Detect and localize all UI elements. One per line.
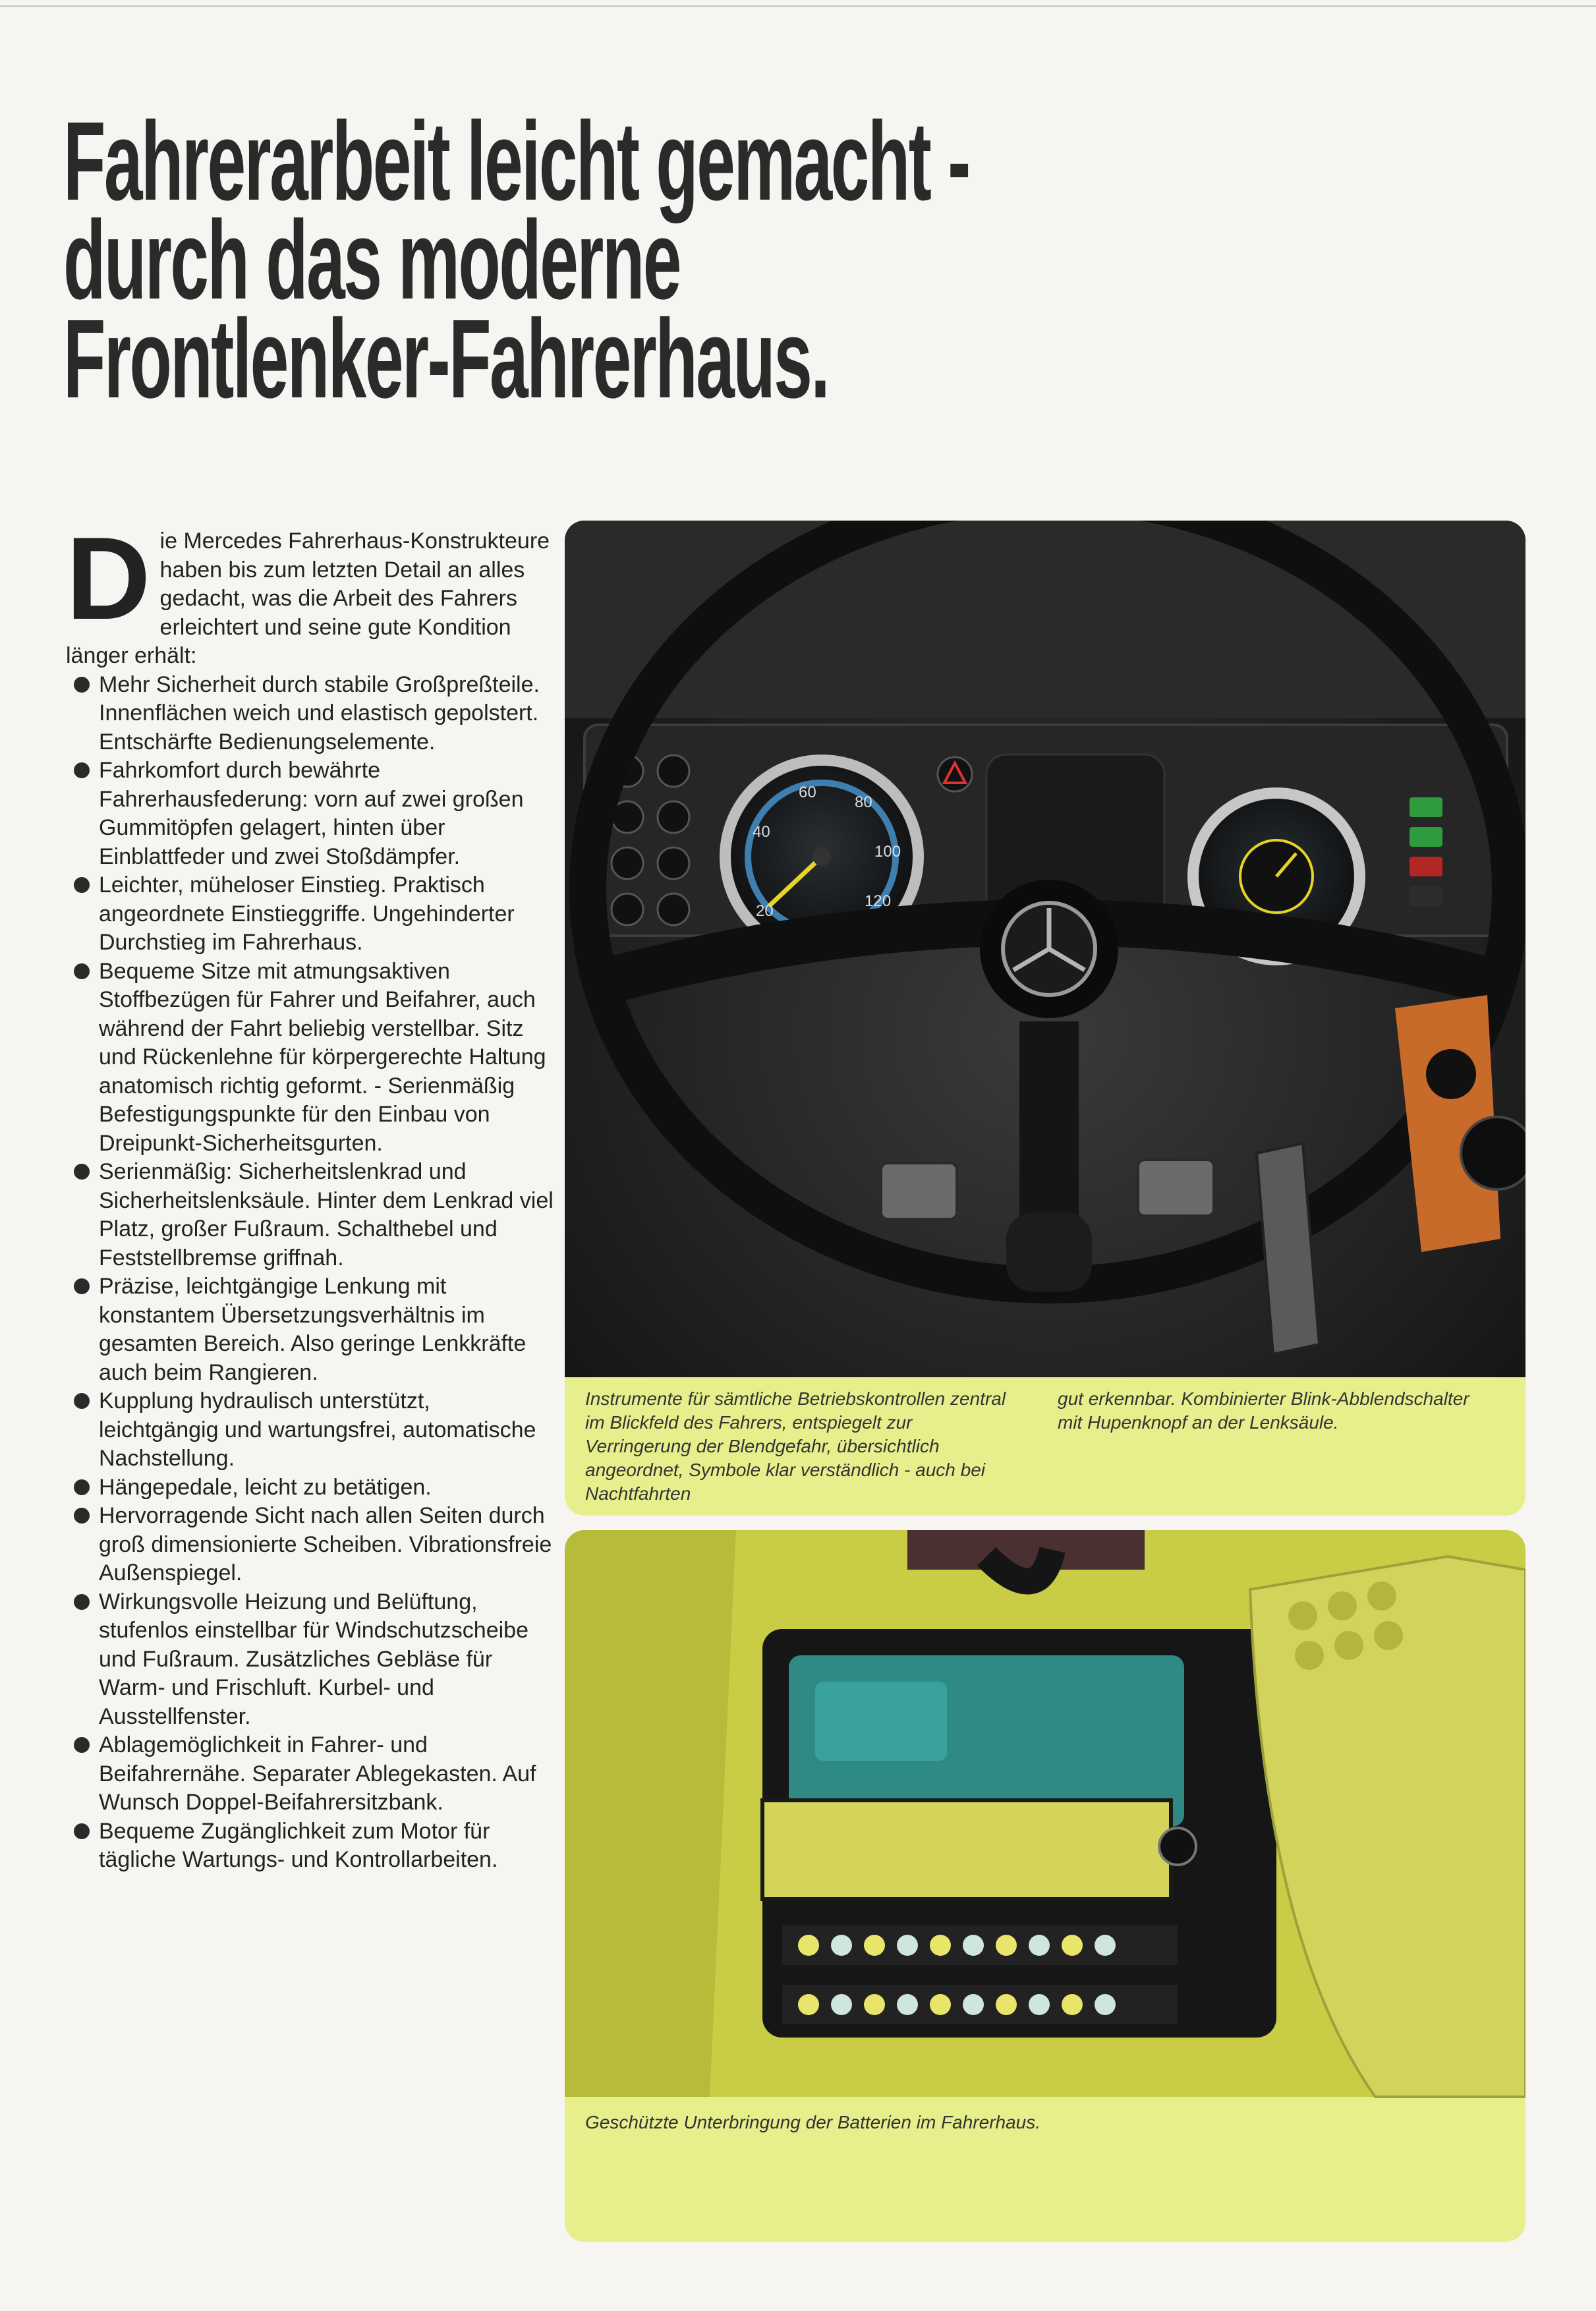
list-item: Fahrkomfort durch bewährte Fahrerhausfederung: vorn auf zwei großen Gummitöpfen gelagert, hinten über Einblattfeder und zwei Stoßdämpfer.: [66, 756, 554, 871]
combination-switch: [1461, 1117, 1525, 1189]
battery-cells-row-2: [782, 1985, 1178, 2024]
battery-cover-plate: [762, 1800, 1171, 1899]
list-item: Leichter, müheloser Einstieg. Praktisch angeordnete Einstieggriffe. Ungehinderter Durchstieg im Fahrerhaus.: [66, 871, 554, 957]
list-item: Kupplung hydraulisch unterstützt, leichtgängig und wartungsfrei, automatische Nachstellung.: [66, 1387, 554, 1473]
list-item: Bequeme Sitze mit atmungsaktiven Stoffbezügen für Fahrer und Beifahrer, auch während der Fahrt beliebig verstellbar. Sitz und Rückenlehne für körpergerechte Haltung anatomisch richtig geformt. - Serienmäßig Befestigungspunkte für den Einbau von Dreipunkt-Sicherheitsgurten.: [66, 957, 554, 1158]
top-rule: [0, 5, 1596, 7]
battery-illustration: [565, 1530, 1525, 2242]
light-switch-knob: [1426, 1049, 1476, 1099]
list-item: Ablagemöglichkeit in Fahrer- und Beifahrernähe. Separater Ablegekasten. Auf Wunsch Doppel-Beifahrersitzbank.: [66, 1731, 554, 1817]
filler-cap-icon: [1159, 1828, 1196, 1865]
speedo-tick-40: 40: [753, 823, 770, 841]
hazard-warning-icon: [938, 757, 972, 791]
speedo-tick-120: 120: [865, 892, 892, 910]
brake-pedal: [1138, 1160, 1214, 1216]
photo1-caption-left: Instrumente für sämtliche Betriebskontrollen zentral im Blickfeld des Fahrers, entspiegelt zur Verringerung der Blendgefahr, übersichtlich angeordnet, Symbole klar verständlich - auch bei Nachtfahrten: [585, 1388, 1006, 1504]
list-item: Wirkungsvolle Heizung und Belüftung, stufenlos einstellbar für Windschutzscheibe und Fußraum. Zusätzliches Gebläse für Warm- und Frischluft. Kurbel- und Ausstellfenster.: [66, 1588, 554, 1732]
gear-lever-boot: [1006, 1213, 1092, 1292]
clutch-pedal: [881, 1163, 957, 1219]
list-item: Hängepedale, leicht zu betätigen.: [66, 1473, 554, 1502]
page-title: [63, 99, 969, 422]
speedo-tick-100: 100: [874, 843, 901, 861]
list-item: Bequeme Zugänglichkeit zum Motor für tägliche Wartungs- und Kontrollarbeiten.: [66, 1817, 554, 1875]
speedo-tick-20: 20: [756, 902, 774, 920]
intro-text: ie Mercedes Fahrerhaus-Konstrukteure haben bis zum letzten Detail an alles gedacht, was die Arbeit des Fahrers erleichtert und seine gute Kondition länger erhält:: [66, 528, 550, 668]
list-item: Serienmäßig: Sicherheitslenkrad und Sicherheitslenksäule. Hinter dem Lenkrad viel Platz, großer Fußraum. Schalthebel und Feststellbremse griffnah.: [66, 1158, 554, 1272]
title-line-2: durch das moderne: [63, 198, 680, 323]
list-item: Hervorragende Sicht nach allen Seiten durch groß dimensionierte Scheiben. Vibrationsfreie Außenspiegel.: [66, 1502, 554, 1588]
battery-cells-row-1: [782, 1926, 1178, 1965]
photo1-caption-right: gut erkennbar. Kombinierter Blink-Abblendschalter mit Hupenknopf an der Lenksäule.: [1058, 1388, 1469, 1433]
left-wall: [565, 1530, 736, 2097]
speedo-tick-60: 60: [799, 784, 816, 801]
list-item: Mehr Sicherheit durch stabile Großpreßteile. Innenflächen weich und elastisch gepolstert. Entschärfte Bedienungselemente.: [66, 671, 554, 757]
drop-cap: D: [66, 513, 151, 644]
photo2-caption: Geschützte Unterbringung der Batterien im Fahrerhaus.: [585, 2112, 1041, 2132]
odometer-readout: 90925: [795, 930, 843, 948]
intro-paragraph: [66, 513, 554, 671]
battery-compartment-photo: [565, 1530, 1525, 2242]
engine-cover: [815, 1682, 947, 1761]
title-line-1: Fahrerarbeit leicht gemacht -: [63, 99, 969, 224]
list-item: Präzise, leichtgängige Lenkung mit konstantem Übersetzungsverhältnis im gesamten Bereich. Also geringe Lenkkräfte auch beim Rangieren.: [66, 1272, 554, 1387]
seat-edge: [907, 1530, 1145, 1570]
dashboard-photo: [565, 521, 1525, 1516]
dashboard-illustration: [565, 521, 1525, 1516]
title-line-3: Frontlenker-Fahrerhaus.: [63, 297, 829, 422]
speedo-tick-80: 80: [855, 793, 872, 811]
feature-list: [66, 671, 554, 1875]
body-text-column: [66, 513, 554, 1875]
